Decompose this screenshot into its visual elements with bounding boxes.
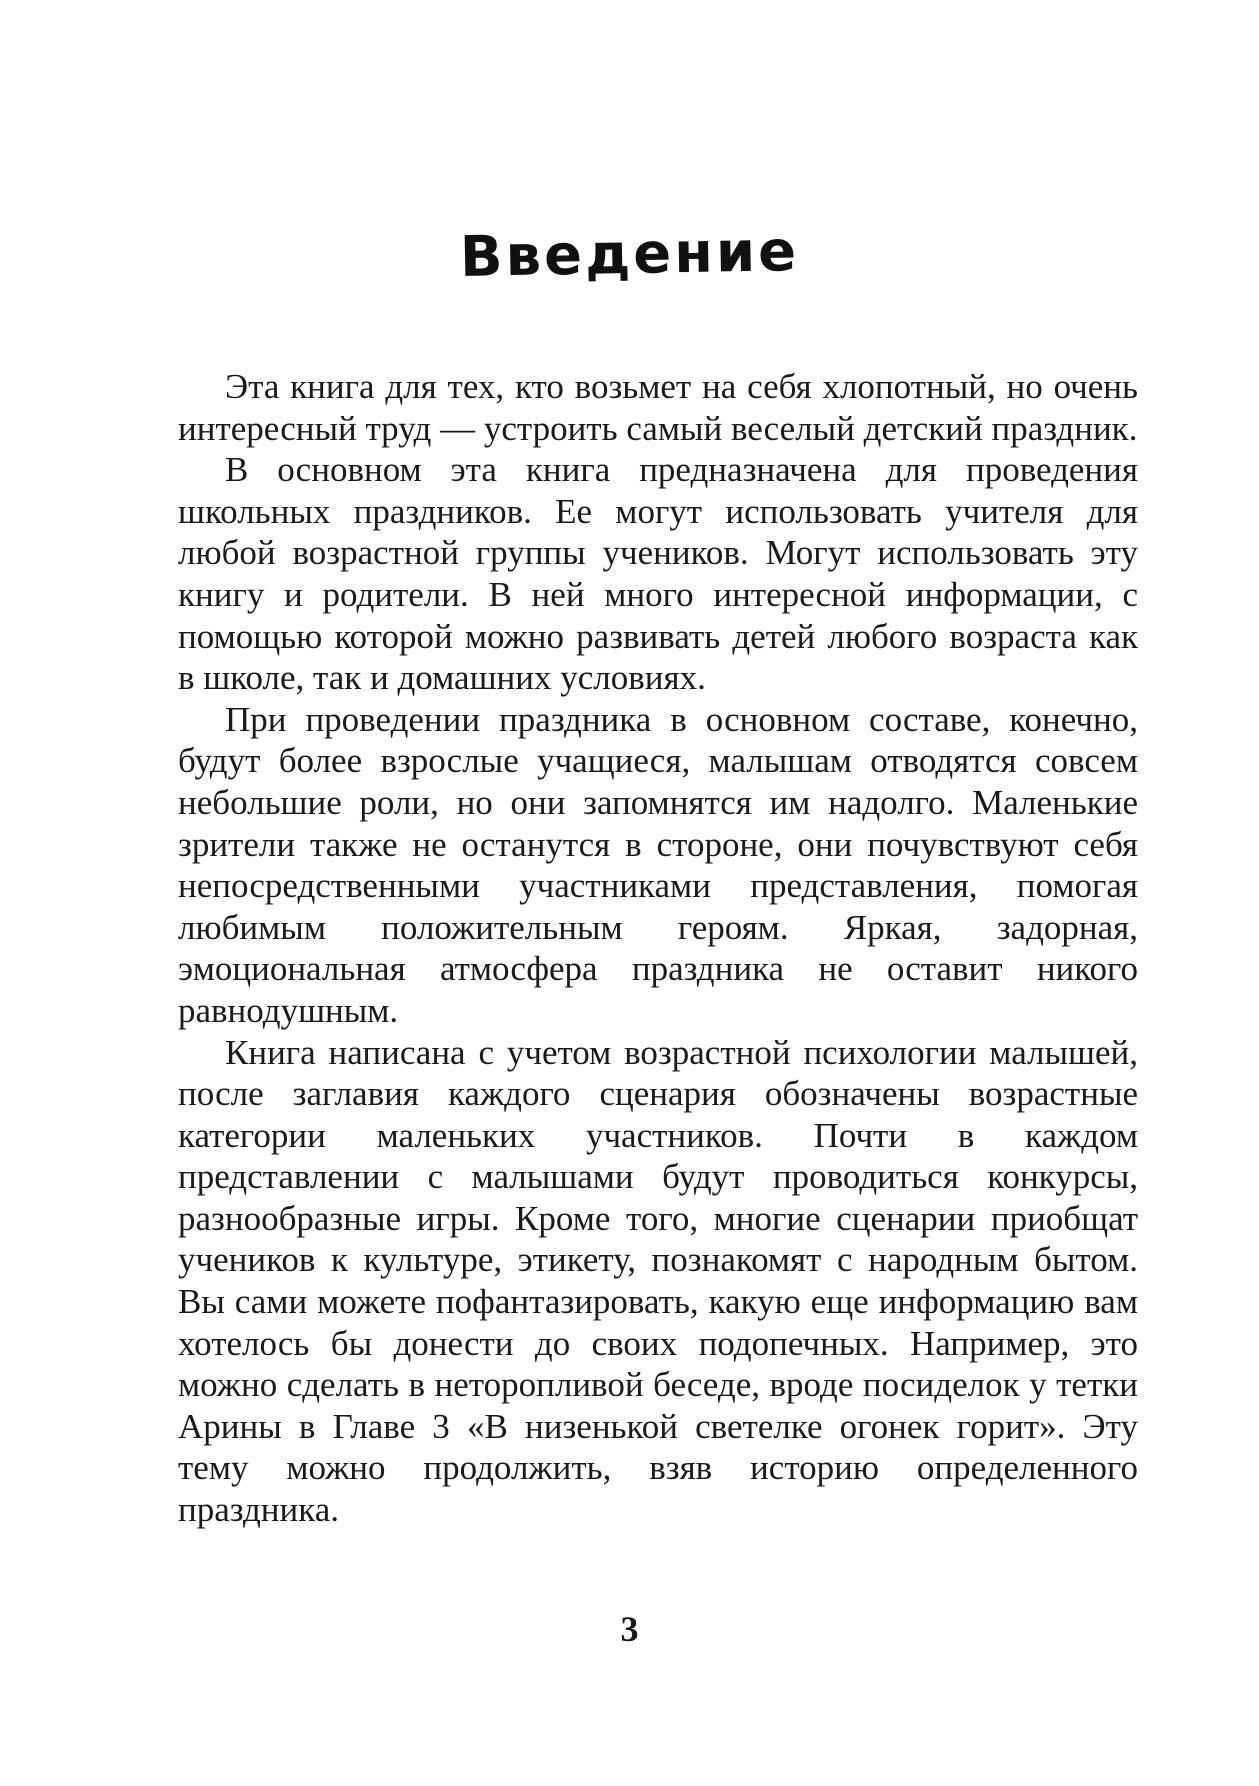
paragraph-3: При проведении праздника в основном составе, конечно, будут более взрослые учащиеся, малышам отводятся совсем небольшие роли, но они запомнятся им надолго. Маленькие зрители также не останутся в стороне, они почувствуют себя непосредственными участниками представления, помогая любимым положительным героям. Яркая, задорная, эмоциональная атмосфера праздника не оставит никого равнодушным. — [178, 699, 1138, 1030]
paragraph-1: Эта книга для тех, кто возьмет на себя хлопотный, но очень интересный труд — устроить самый веселый детский праздник. — [178, 367, 1138, 448]
paragraph-2: В основном эта книга предназначена для проведения школьных праздников. Ее могут использовать учителя для любой возрастной группы учеников. Могут использовать эту книгу и родители. В ней много интересной информации, с помощью которой можно развивать детей любого возраста как в школе, так и домашних условиях. — [178, 450, 1138, 698]
chapter-title: Введение — [459, 219, 800, 290]
paragraph-4: Книга написана с учетом возрастной психологии малышей, после заглавия каждого сценария обозначены возрастные категории маленьких участников. Почти в каждом представлении с малышами будут проводиться конкурсы, разнообразные игры. Кроме того, многие сценарии приобщат учеников к культуре, этикету, познакомят с народным бытом. Вы сами можете пофантазировать, какую еще информацию вам хотелось бы донести до своих подопечных. Например, это можно сделать в неторопливой беседе, вроде посиделок у тетки Арины в Главе 3 «В низенькой светелке огонек горит». Эту тему можно продолжить, взяв историю определенного праздника. — [178, 1032, 1138, 1530]
page-number: 3 — [620, 1609, 639, 1649]
body-text — [178, 366, 1138, 1531]
